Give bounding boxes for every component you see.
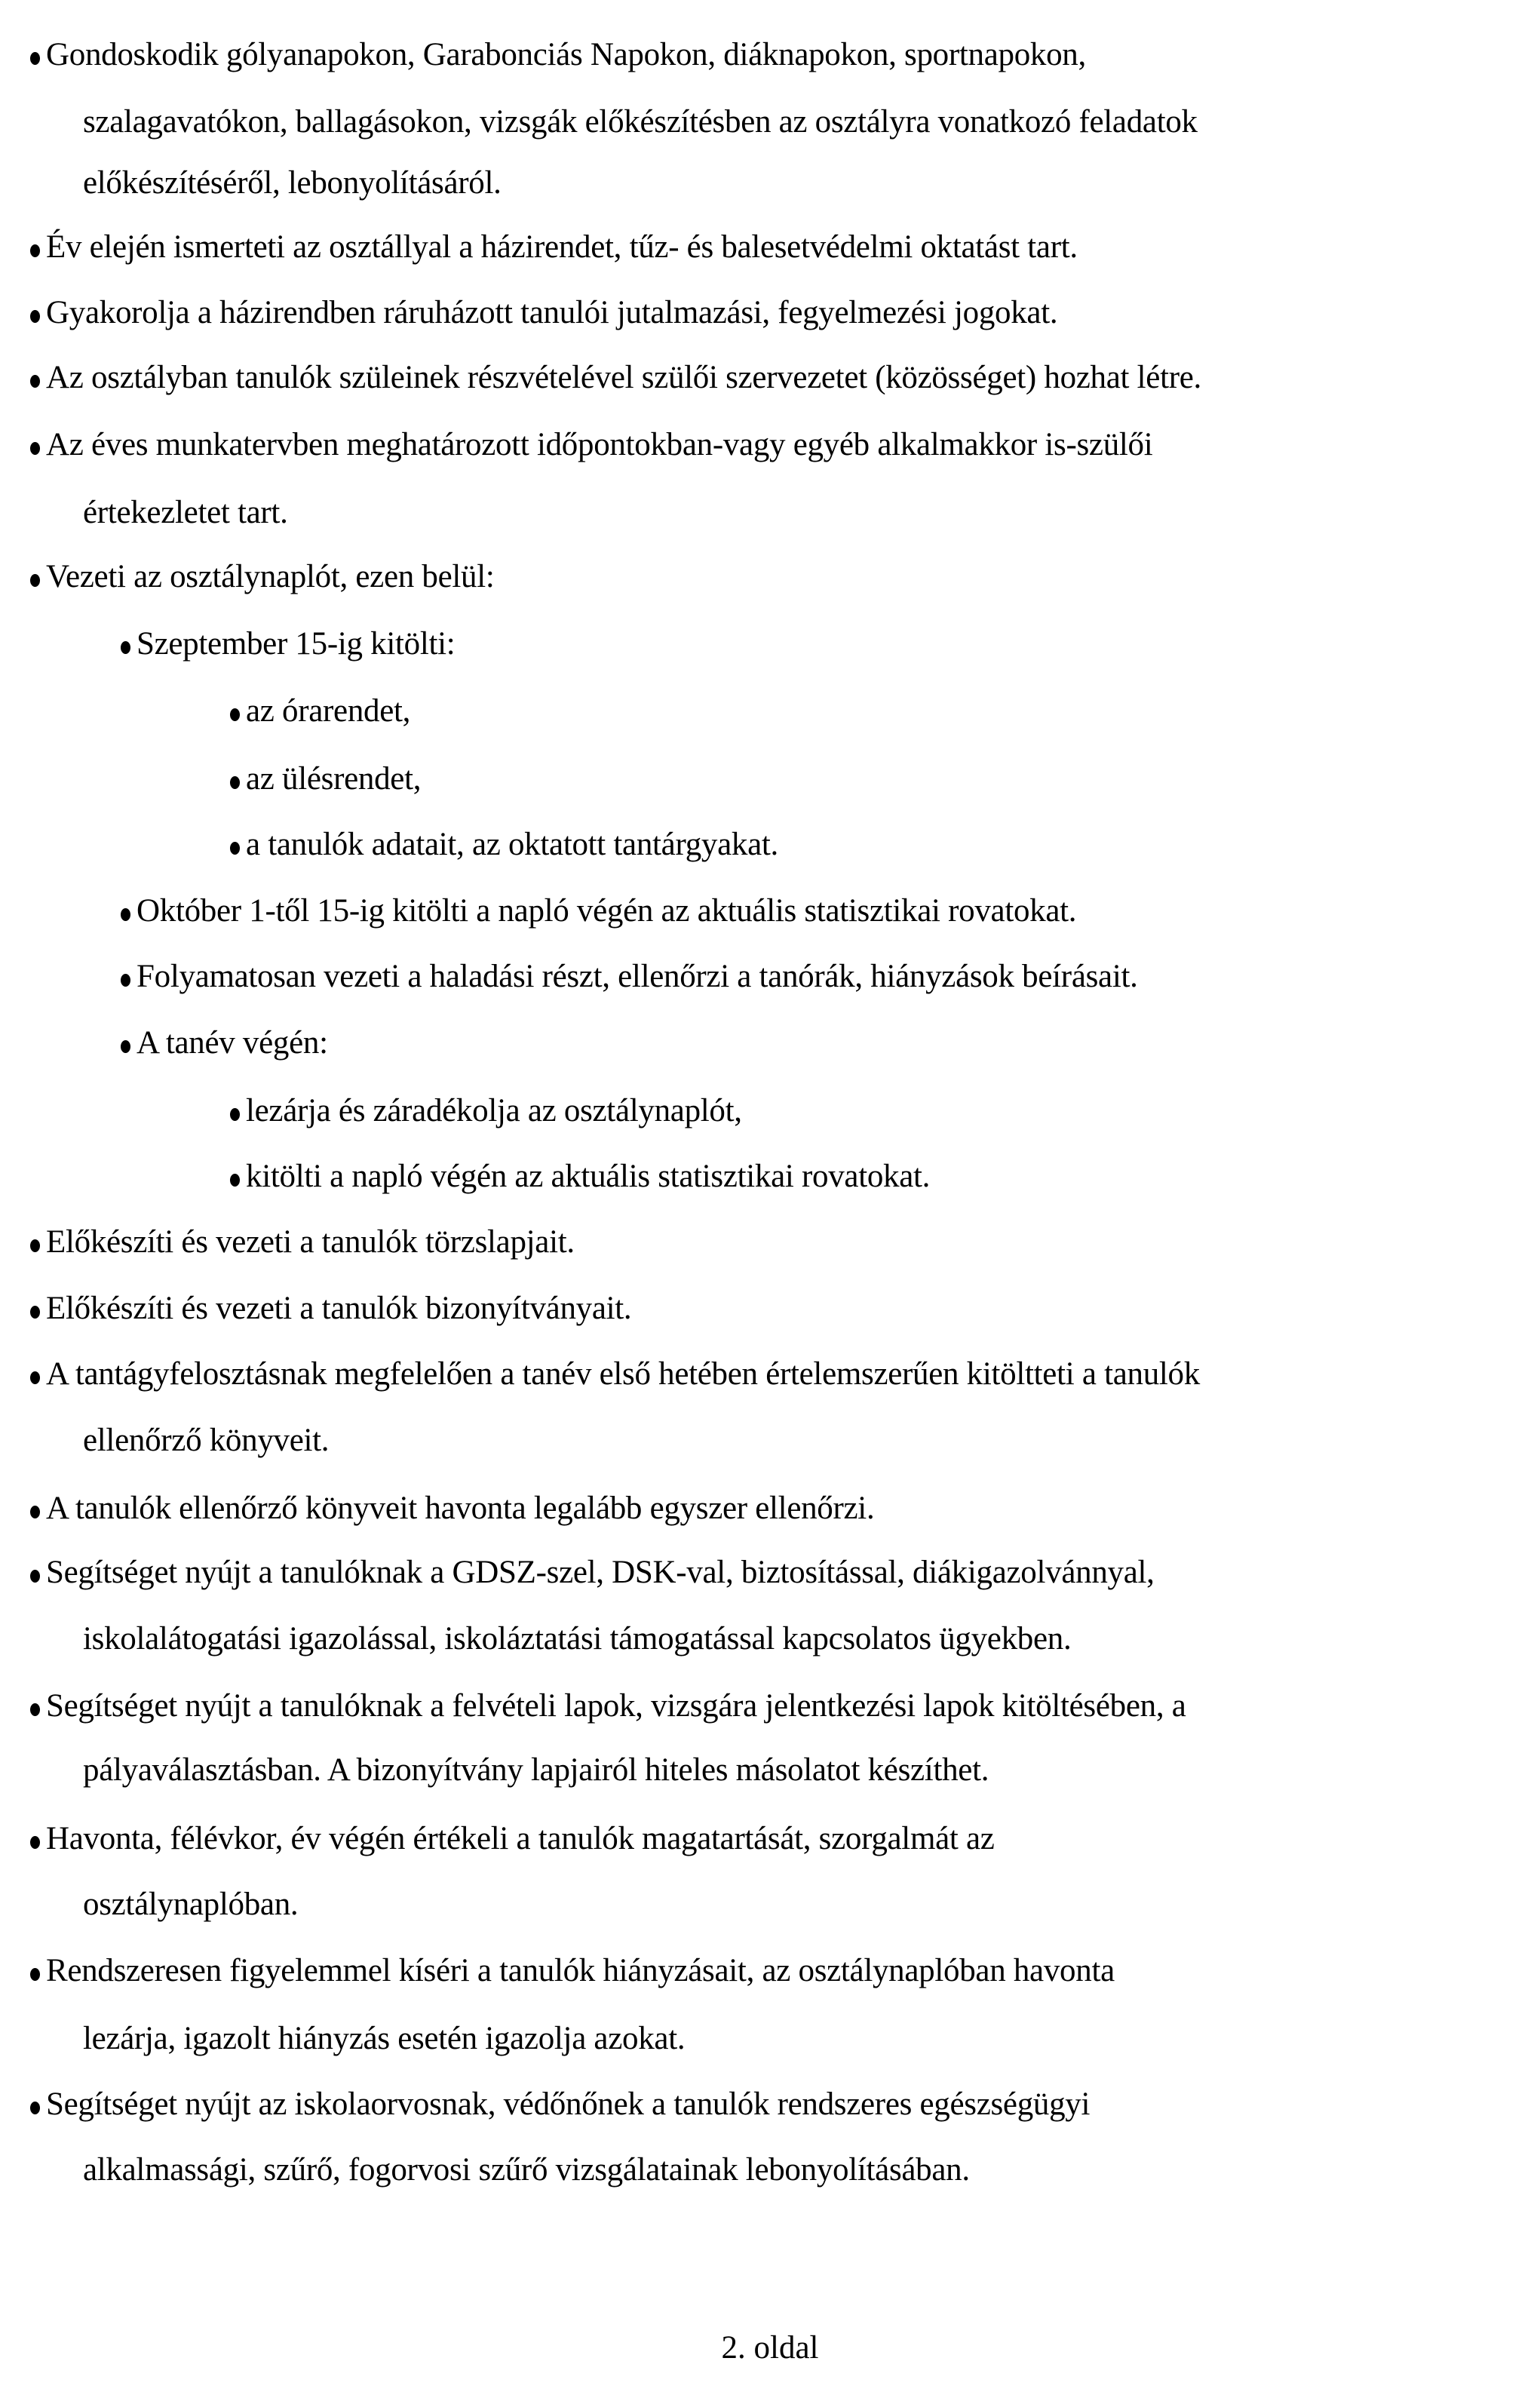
list-item [121, 958, 1138, 996]
bullet-icon [30, 310, 40, 323]
bullet-icon [230, 1108, 240, 1121]
list-item [30, 1224, 575, 1261]
list-item-text: lezárja, igazolt hiányzás esetén igazolja azokat. [83, 2021, 686, 2056]
list-item [30, 1952, 1115, 1990]
bullet-icon [121, 908, 130, 921]
list-item-text: pályaválasztásban. A bizonyítvány lapjairól hiteles másolatot készíthet. [83, 1752, 989, 1788]
bullet-icon [30, 1239, 40, 1252]
list-item [30, 426, 1152, 464]
list-item-text: a tanulók adatait, az oktatott tantárgyakat. [246, 827, 778, 862]
bullet-icon [30, 1968, 40, 1981]
list-item [30, 1290, 631, 1328]
bullet-icon [30, 244, 40, 257]
list-item-text: A tantágyfelosztásnak megfelelően a tanév első hetében értelemszerűen kitöltteti a tanulók [46, 1356, 1200, 1392]
list-item [30, 1356, 1200, 1393]
list-item-text: A tanév végén: [137, 1025, 328, 1061]
list-item-text: Segítséget nyújt az iskolaorvosnak, védőnőnek a tanulók rendszeres egészségügyi [46, 2086, 1091, 2122]
list-item-continuation [83, 103, 1198, 141]
list-item-continuation [83, 494, 288, 532]
list-item-text: Segítséget nyújt a tanulóknak a GDSZ-szel, DSK-val, biztosítással, diákigazolvánnyal, [46, 1555, 1155, 1590]
list-item-text: Folyamatosan vezeti a haladási részt, ellenőrzi a tanórák, hiányzások beírásait. [137, 959, 1138, 994]
bullet-icon [30, 1570, 40, 1583]
list-item [230, 760, 421, 798]
list-item-text: Az éves munkatervben meghatározott időpontokban-vagy egyéb alkalmakkor is-szülői [46, 427, 1153, 462]
bullet-icon [30, 1506, 40, 1518]
list-item [230, 692, 410, 730]
list-item-text: A tanulók ellenőrző könyveit havonta legalább egyszer ellenőrzi. [46, 1491, 875, 1526]
list-item-text: Október 1-től 15-ig kitölti a napló végén az aktuális statisztikai rovatokat. [137, 893, 1077, 929]
list-item-text: iskolalátogatási igazolással, iskoláztatási támogatással kapcsolatos ügyekben. [83, 1621, 1072, 1656]
list-item [30, 1820, 995, 1858]
list-item-text: Előkészíti és vezeti a tanulók törzslapjait. [46, 1224, 575, 1260]
list-item-continuation [83, 1422, 329, 1460]
list-item-text: osztálynaplóban. [83, 1887, 299, 1922]
bullet-icon [30, 574, 40, 587]
list-item [30, 229, 1078, 266]
list-item-text: kitölti a napló végén az aktuális statisztikai rovatokat. [246, 1159, 931, 1194]
bullet-icon [30, 1836, 40, 1849]
list-item [30, 294, 1057, 332]
list-item-text: Rendszeresen figyelemmel kíséri a tanulók hiányzásait, az osztálynaplóban havonta [46, 1953, 1115, 1988]
list-item [230, 1158, 930, 1196]
page-number: 2. oldal [721, 2330, 819, 2366]
list-item [230, 826, 778, 864]
list-item [30, 558, 495, 596]
list-item-continuation [83, 1752, 989, 1789]
list-item-text: szalagavatókon, ballagásokon, vizsgák előkészítésben az osztályra vonatkozó feladatok [83, 104, 1198, 140]
list-item-text: Gondoskodik gólyanapokon, Garabonciás Napokon, diáknapokon, sportnapokon, [46, 37, 1086, 72]
bullet-icon [230, 776, 240, 789]
bullet-icon [30, 1371, 40, 1384]
list-item [121, 892, 1076, 930]
bullet-icon [121, 1040, 130, 1053]
list-item [30, 1490, 874, 1528]
list-item-continuation [83, 1620, 1071, 1658]
list-item [30, 36, 1086, 74]
list-item [30, 1687, 1186, 1725]
list-item-continuation [83, 2020, 685, 2058]
list-item-text: Gyakorolja a házirendben ráruházott tanulói jutalmazási, fegyelmezési jogokat. [46, 295, 1058, 330]
list-item-continuation [83, 2151, 970, 2189]
bullet-icon [30, 2102, 40, 2114]
bullet-icon [121, 641, 130, 654]
bullet-icon [30, 1306, 40, 1319]
list-item-text: alkalmassági, szűrő, fogorvosi szűrő vizsgálatainak lebonyolításában. [83, 2152, 970, 2188]
list-item-continuation [83, 1886, 298, 1924]
list-item-text: Az osztályban tanulók szüleinek részvételével szülői szervezetet (közösséget) hozhat létre. [46, 360, 1201, 395]
bullet-icon [30, 52, 40, 65]
list-item-text: Szeptember 15-ig kitölti: [137, 626, 456, 662]
list-item-text: Segítséget nyújt a tanulóknak a felvételi lapok, vizsgára jelentkezési lapok kitöltésében, a [46, 1688, 1186, 1724]
bullet-icon [30, 375, 40, 388]
bullet-icon [230, 1174, 240, 1187]
list-item-text: Év elején ismerteti az osztállyal a házirendet, tűz- és balesetvédelmi oktatást tart. [46, 229, 1078, 265]
list-item [230, 1092, 742, 1130]
list-item [30, 359, 1201, 397]
list-item-text: értekezletet tart. [83, 495, 288, 530]
list-item-text: az órarendet, [246, 693, 411, 729]
list-item-text: ellenőrző könyveit. [83, 1423, 330, 1458]
list-item [121, 625, 455, 663]
bullet-icon [230, 708, 240, 721]
list-item-continuation [83, 164, 502, 202]
list-item-text: Havonta, félévkor, év végén értékeli a tanulók magatartását, szorgalmát az [46, 1821, 995, 1856]
bullet-icon [30, 1703, 40, 1716]
list-item-text: Előkészíti és vezeti a tanulók bizonyítványait. [46, 1291, 632, 1326]
list-item-text: lezárja és záradékolja az osztálynaplót, [246, 1093, 742, 1128]
list-item-text: Vezeti az osztálynaplót, ezen belül: [46, 559, 495, 594]
list-item [30, 1554, 1155, 1592]
list-item [30, 2086, 1090, 2123]
list-item [121, 1024, 328, 1062]
bullet-icon [30, 442, 40, 455]
bullet-icon [230, 842, 240, 855]
list-item-text: előkészítéséről, lebonyolításáról. [83, 165, 502, 201]
bullet-icon [121, 974, 130, 987]
list-item-text: az ülésrendet, [246, 761, 422, 797]
